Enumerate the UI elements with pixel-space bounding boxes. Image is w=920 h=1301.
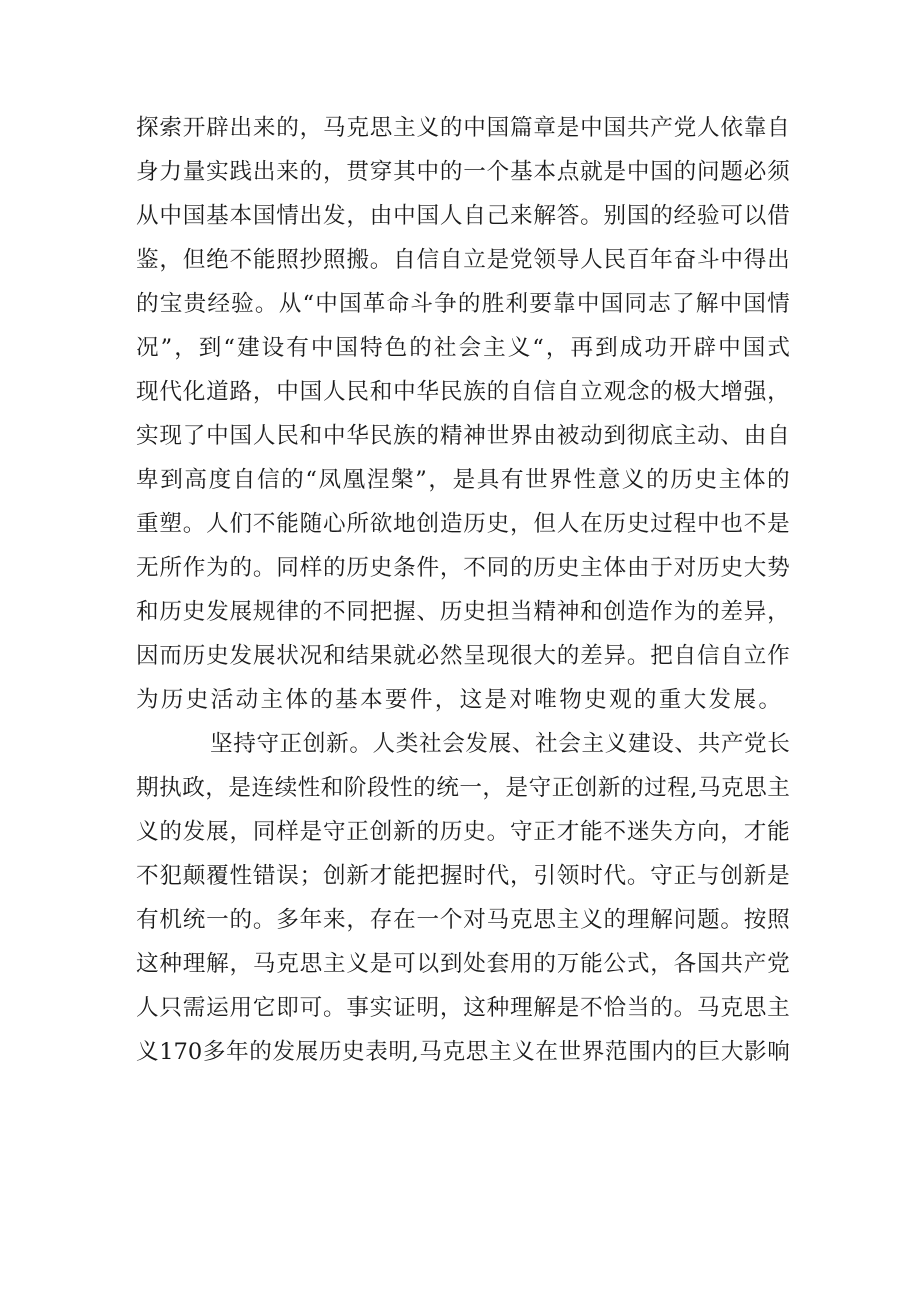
text-line: 探 索 开 辟 出 来 的 ， 马 克 思 主 义 的 中 国 篇 章 是 中 国 共 产 党 人 依 靠 自 <box>136 115 790 141</box>
text-line: 因 而 历 史 发 展 状 况 和 结 果 就 必 然 呈 现 很 大 的 差 异 。 把 自 信 自 立 作 <box>136 643 790 669</box>
text-line: 和 历 史 发 展 规 律 的 不 同 把 握 、 历 史 担 当 精 神 和 创 造 作 为 的 差 异 ， <box>136 599 790 625</box>
body-text <box>136 106 790 1074</box>
text-line: 期 执 政 ， 是 连 续 性 和 阶 段 性 的 统 一 ， 是 守 正 创 新 的 过 程 , 马 克 思 主 <box>136 775 790 801</box>
text-line: 从 中 国 基 本 国 情 出 发 ， 由 中 国 人 自 己 来 解 答 。 别 国 的 经 验 可 以 借 <box>136 203 790 229</box>
text-line: 义 170 多 年 的 发 展 历 史 表 明 , 马 克 思 主 义 在 世 界 范 围 内 的 巨 大 影 响 <box>136 1039 790 1065</box>
text-line: 无 所 作 为 的 。 同 样 的 历 史 条 件 ， 不 同 的 历 史 主 体 由 于 对 历 史 大 势 <box>136 555 790 581</box>
text-line: 实 现 了 中 国 人 民 和 中 华 民 族 的 精 神 世 界 由 被 动 到 彻 底 主 动 、 由 自 <box>136 423 790 449</box>
paragraph-2 <box>136 722 790 1074</box>
paragraph-1 <box>136 106 790 722</box>
text-line: 身 力 量 实 践 出 来 的 ， 贯 穿 其 中 的 一 个 基 本 点 就 是 中 国 的 问 题 必 须 <box>136 159 790 185</box>
text-line: 不 犯 颠 覆 性 错 误 ； 创 新 才 能 把 握 时 代 ， 引 领 时 代 。 守 正 与 创 新 是 <box>136 863 790 889</box>
text-line: 为历史活动主体的基本要件，这是对唯物史观的重大发展。 <box>136 687 784 713</box>
text-line: 坚 持 守 正 创 新 。 人 类 社 会 发 展 、 社 会 主 义 建 设 、 共 产 党 长 <box>210 731 790 757</box>
text-line: 的 宝 贵 经 验 。 从 “ 中 国 革 命 斗 争 的 胜 利 要 靠 中 国 同 志 了 解 中 国 情 <box>136 291 790 317</box>
text-line: 重 塑 。 人 们 不 能 随 心 所 欲 地 创 造 历 史 ， 但 人 在 历 史 过 程 中 也 不 是 <box>136 511 790 537</box>
text-line: 这 种 理 解 ， 马 克 思 主 义 是 可 以 到 处 套 用 的 万 能 公 式 ， 各 国 共 产 党 <box>136 951 790 977</box>
text-line: 鉴 ， 但 绝 不 能 照 抄 照 搬 。 自 信 自 立 是 党 领 导 人 民 百 年 奋 斗 中 得 出 <box>136 247 790 273</box>
text-line: 现 代 化 道 路 ， 中 国 人 民 和 中 华 民 族 的 自 信 自 立 观 念 的 极 大 增 强 ， <box>136 379 790 405</box>
text-line: 义 的 发 展 ， 同 样 是 守 正 创 新 的 历 史 。 守 正 才 能 不 迷 失 方 向 ， 才 能 <box>136 819 790 845</box>
text-line: 卑 到 高 度 自 信 的 “ 凤 凰 涅 槃 ” ， 是 具 有 世 界 性 意 义 的 历 史 主 体 的 <box>136 467 790 493</box>
text-line: 人 只 需 运 用 它 即 可 。 事 实 证 明 ， 这 种 理 解 是 不 恰 当 的 。 马 克 思 主 <box>136 995 790 1021</box>
text-line: 有 机 统 一 的 。 多 年 来 ， 存 在 一 个 对 马 克 思 主 义 的 理 解 问 题 。 按 照 <box>136 907 790 933</box>
text-line: 况 ” ， 到 “ 建 设 有 中 国 特 色 的 社 会 主 义 “ ， 再 到 成 功 开 辟 中 国 式 <box>136 335 790 361</box>
